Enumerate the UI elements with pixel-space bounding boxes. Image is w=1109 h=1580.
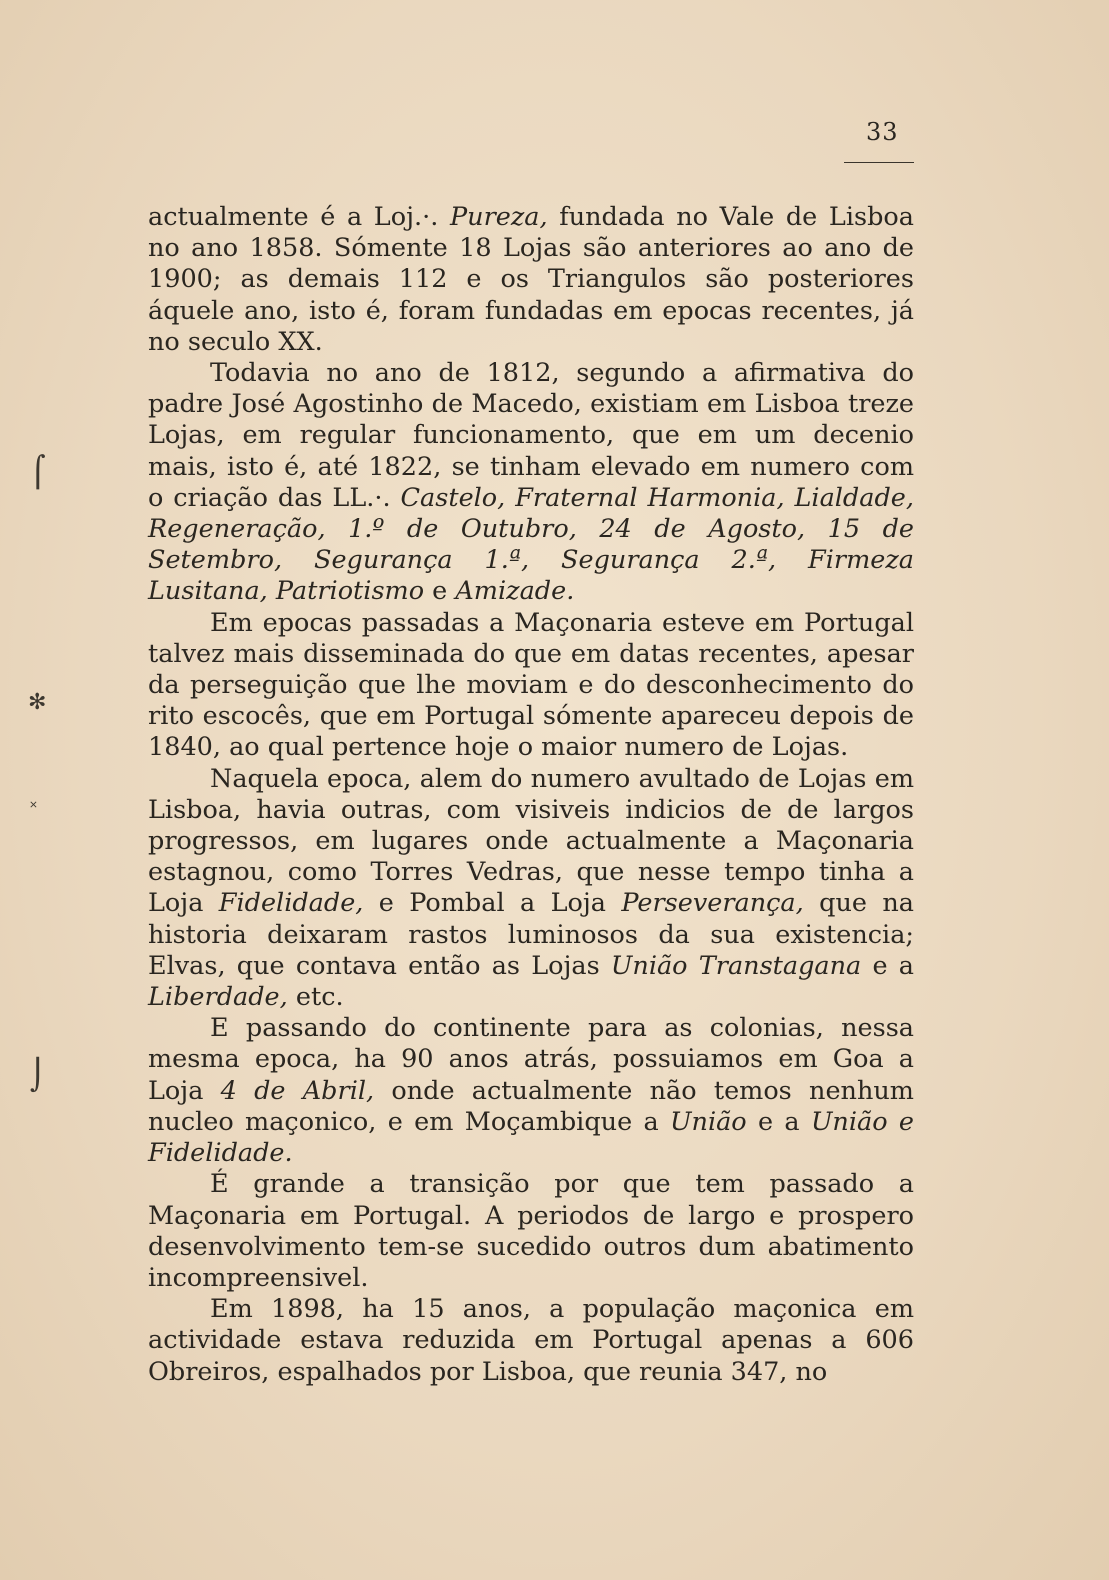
text-run: É grande a transição por que tem passado a Maçonaria em Portugal. A periodos de largo e prospero desenvolvimento tem-se sucedido outros dum abatimento incompreensivel.	[148, 1169, 914, 1293]
text-run: Todavia no ano de 1812, segundo a afirmativa do padre José Agostinho de Macedo, existiam em Lisboa treze Lojas, em regular funcionamento, que em um decenio mais, isto é, até 1822, se tinham elevado em numero com o criação das LL.·.	[148, 358, 914, 513]
italic-text: Pureza,	[449, 202, 548, 232]
italic-text: Perseverança,	[621, 888, 804, 919]
text-run: e a	[861, 950, 914, 981]
paragraph	[148, 1294, 914, 1388]
text-run	[268, 576, 276, 606]
paragraph	[148, 1013, 914, 1169]
paragraph	[148, 202, 914, 358]
text-run: Naquela epoca, alem do numero avultado de Lojas em Lisboa, havia outras, com visiveis indicios de de largos progressos, em lugares onde actualmente a Maçonaria estagnou, como Torres Vedras, que nesse tempo tinha a Loja	[148, 763, 914, 919]
text-run: e	[424, 576, 456, 607]
italic-text: Liberdade,	[148, 982, 288, 1013]
text-run: Em epocas passadas a Maçonaria esteve em Portugal talvez mais disseminada do que em datas recentes, apesar da perseguição que lhe moviam e do desconhecimento do rito escocês, que em Portugal sómente apareceu depois de 1840, ao qual pertence hoje o maior numero de Lojas.	[148, 607, 914, 763]
text-run: etc.	[287, 982, 344, 1013]
italic-text: Fidelidade,	[218, 888, 364, 919]
italic-text: União e Fidelidade.	[148, 1106, 914, 1169]
page-number: 33	[866, 118, 899, 146]
italic-text: União	[670, 1106, 747, 1137]
text-run: onde actualmente não temos nenhum nucleo maçonico, e em Moçambique a	[148, 1075, 914, 1137]
italic-text: União Transtagana	[610, 950, 862, 981]
body-text	[148, 202, 914, 1388]
italic-text: 4 de Abril,	[220, 1075, 375, 1106]
paragraph	[148, 764, 914, 1014]
text-run: que na historia deixaram rastos luminosos da sua existencia; Elvas, que contava então as Lojas	[148, 888, 914, 981]
paragraph	[148, 1169, 914, 1294]
pencil-margin-mark: ✻	[28, 690, 47, 715]
text-run: e Pombal a Loja	[363, 888, 622, 919]
text-run: fundada no Vale de Lisboa no ano 1858. Sómente 18 Lojas são anteriores ao ano de 1900; as demais 112 e os Triangulos são posteriores áquele ano, isto é, foram fundadas em epocas recentes, já no seculo XX.	[148, 202, 914, 357]
paragraph	[148, 608, 914, 764]
pencil-margin-mark: ˟	[30, 798, 37, 819]
text-run: Em 1898, ha 15 anos, a população maçonica em actividade estava reduzida em Portugal apenas a 606 Obreiros, espalhados por Lisboa, que reunia 347, no	[148, 1294, 914, 1387]
header-rule	[844, 162, 914, 163]
text-run: e a	[746, 1106, 811, 1137]
paragraph	[148, 358, 914, 608]
italic-text: Patriotismo	[275, 576, 425, 607]
text-run: actualmente é a Loj.·.	[148, 202, 450, 232]
italic-text: Amizade.	[455, 576, 575, 607]
pencil-margin-mark: ⌠	[30, 455, 46, 490]
italic-text: Castelo, Fraternal Harmonia, Lialdade, Regeneração, 1.º de Outubro, 24 de Agosto, 15 de Setembro, Segurança 1.ª, Segurança 2.ª, Firmeza Lusitana,	[148, 482, 914, 607]
text-run: E passando do continente para as colonias, nessa mesma epoca, ha 90 anos atrás, possuiamos em Goa a Loja	[148, 1013, 914, 1106]
pencil-margin-mark: ⌡	[30, 1058, 46, 1093]
